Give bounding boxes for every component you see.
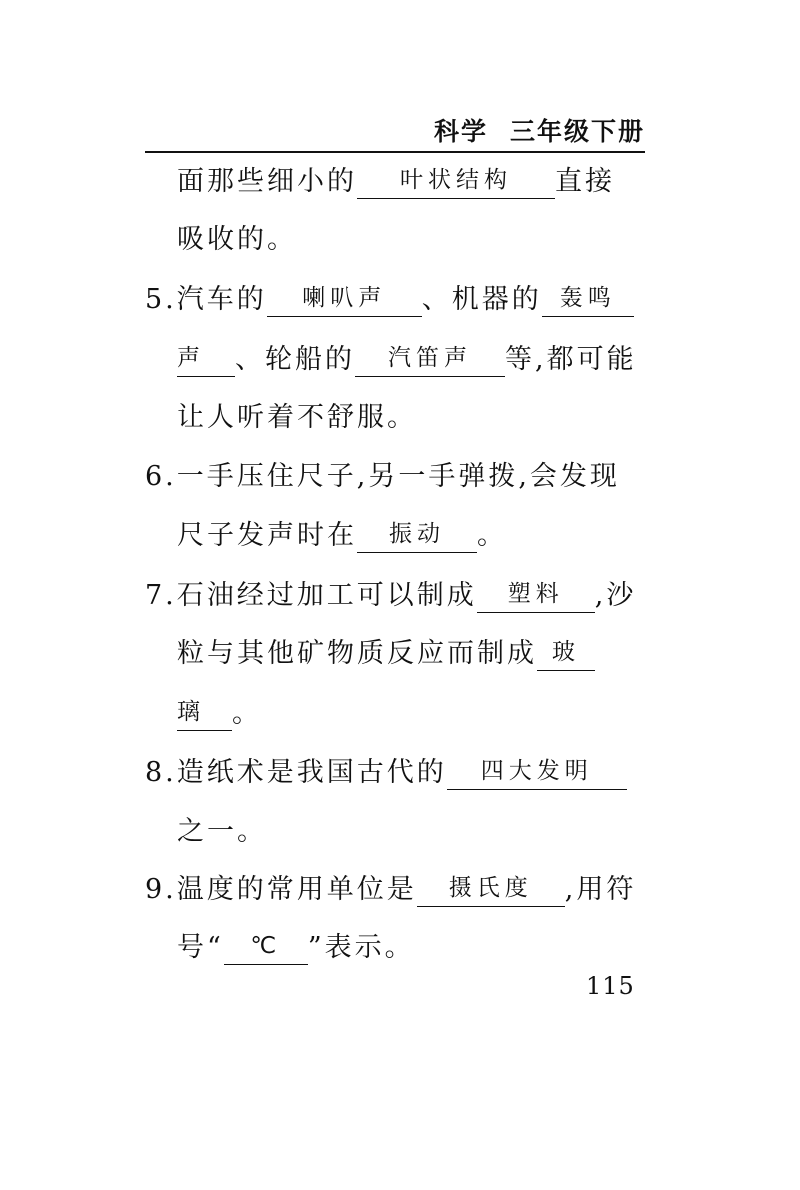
q4-line-2: [177, 220, 645, 260]
q7-answer-2-part-1: 玻: [537, 634, 595, 671]
q5-text-mid-2: 、轮船的: [235, 344, 355, 375]
q8-line-2: [177, 812, 645, 852]
q5-text-post: 等,都可能: [505, 344, 637, 375]
q7-text-line2: 粒与其他矿物质反应而制成: [177, 638, 537, 669]
q6-text-post: 。: [477, 520, 507, 551]
q7-text-line3: 。: [232, 698, 262, 729]
q5-answer-2-part-1: 轰鸣: [542, 280, 634, 317]
q5-number: 5.: [145, 284, 177, 315]
q7-text-pre: 石油经过加工可以制成: [176, 580, 477, 611]
q7-line-1: [145, 576, 645, 616]
q6-answer-1: 振动: [357, 516, 477, 553]
q7-text-post: ,沙: [594, 580, 637, 611]
q4-answer-1: 叶状结构: [357, 162, 555, 199]
q6-number: 6.: [145, 461, 177, 492]
q6-text-line1: 一手压住尺子,另一手弹拨,会发现: [176, 461, 620, 492]
q5-answer-3: 汽笛声: [355, 340, 505, 377]
q6-line-2: [177, 516, 645, 556]
q6-text-pre: 尺子发声时在: [177, 520, 357, 551]
q5-line-1: [145, 280, 645, 320]
q7-answer-2-part-2: 璃: [177, 694, 232, 731]
q8-answer-1: 四大发明: [447, 753, 627, 790]
header-rule: [145, 151, 645, 153]
q7-answer-1: 塑料: [477, 576, 595, 613]
q7-number: 7.: [145, 580, 177, 611]
page-number: 115: [586, 972, 635, 1000]
q7-line-3: [177, 694, 645, 734]
q5-line-3: [177, 398, 645, 438]
q4-text-pre: 面那些细小的: [177, 166, 357, 197]
q9-text-post-2: ”表示。: [307, 932, 415, 963]
q5-answer-1: 喇叭声: [267, 280, 422, 317]
q5-line-2: [177, 340, 645, 380]
q6-line-1: [145, 457, 645, 497]
q5-text-line3: 让人听着不舒服。: [177, 402, 417, 433]
q8-text-pre: 造纸术是我国古代的: [176, 757, 447, 788]
q8-line-1: [145, 753, 645, 793]
q9-answer-2: ℃: [224, 928, 308, 965]
page-header: [434, 112, 645, 148]
q9-text-pre-2: 号“: [177, 932, 224, 963]
q4-text-post: 直接: [555, 166, 615, 197]
q5-text-pre: 汽车的: [176, 284, 267, 315]
q9-line-2: [177, 928, 645, 968]
q9-number: 9.: [145, 874, 177, 905]
q9-line-1: [145, 870, 645, 910]
q9-answer-1: 摄氏度: [417, 870, 565, 907]
q9-text-pre: 温度的常用单位是: [176, 874, 417, 905]
q8-text-line2: 之一。: [177, 816, 267, 847]
q5-answer-2-part-2: 声: [177, 340, 235, 377]
q5-text-mid: 、机器的: [421, 284, 542, 315]
q9-text-post: ,用符: [564, 874, 637, 905]
header-grade: 三年级下册: [509, 117, 645, 146]
q4-text-line2: 吸收的。: [177, 224, 297, 255]
q7-line-2: [177, 634, 645, 674]
q8-number: 8.: [145, 757, 177, 788]
header-subject: 科学: [433, 117, 488, 146]
q4-line-1: [177, 162, 645, 202]
